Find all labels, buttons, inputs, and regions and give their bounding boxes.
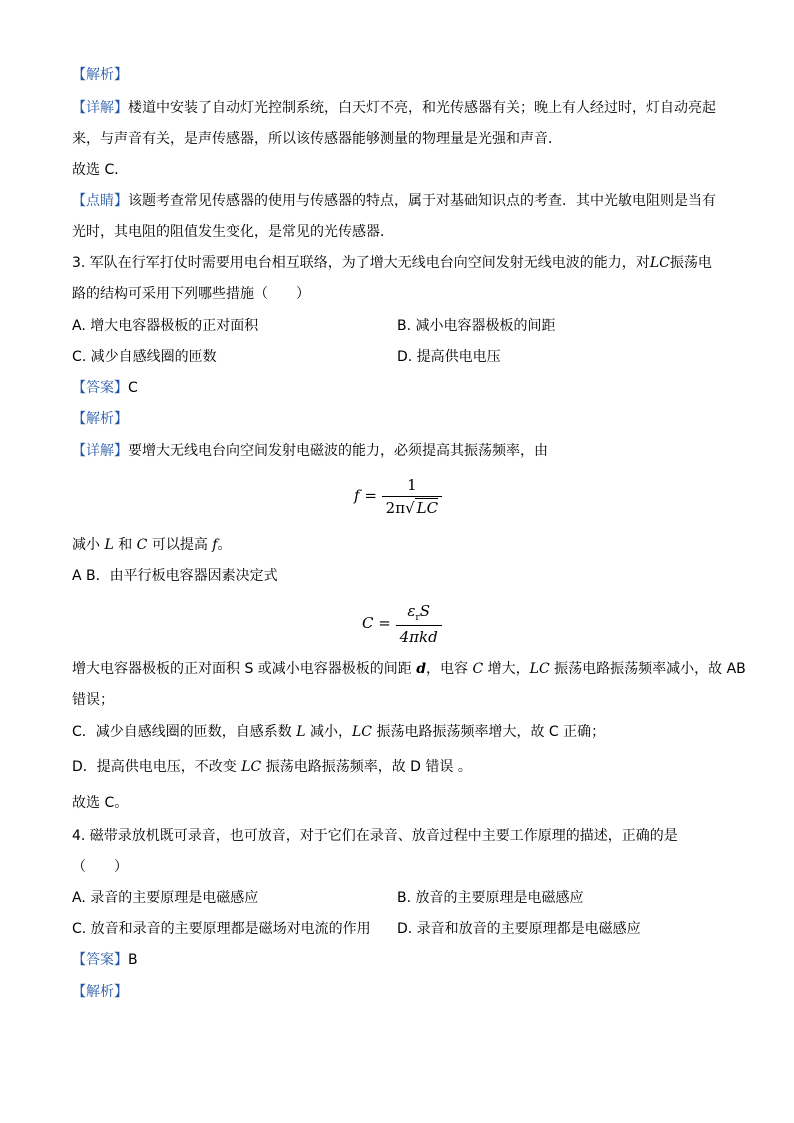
q3-ab-line-2: 错误； [72,692,114,708]
q2-comment-line-1 [72,191,716,211]
c-L: L [296,724,306,740]
reduce-text-d: 。 [217,537,232,553]
formula1-denominator: 2π√ LC [382,496,442,517]
q3-choice: 故选 C。 [72,795,129,811]
c-text-a: C．减少自感线圈的匝数，自感系数 [72,724,297,740]
q3-detail-text-1: 要增大无线电台向空间发射电磁波的能力，必须提高其振荡频率，由 [128,443,548,459]
q3-answer-value: C [128,380,138,396]
formula1-fraction [382,476,442,517]
q3-ab-intro: A B．由平行板电容器因素决定式 [72,568,278,584]
formula1-lhs: f [354,486,360,505]
q3-answer [72,378,138,398]
q3-stem-line-1 [72,253,712,273]
q3-option-c: C. 减少自感线圈的匝数 [72,349,217,365]
detail-tag: 【详解】 [72,100,128,116]
q3-reduce-line [72,535,231,555]
formula2-fraction [396,602,442,646]
q2-detail-text-1: 楼道中安装了自动灯光控制系统，白天灯不亮，和光传感器有关；晚上有人经过时，灯自动亮起 [128,100,716,116]
reduce-f: f [212,537,218,553]
q4-stem-line-2: （ ） [72,859,128,875]
formula1-den-root: LC [416,499,439,517]
d-LC: LC [241,759,262,775]
q4-analysis-tag: 【解析】 [72,984,128,1000]
capacitance-formula [362,602,442,646]
formula1-den-prefix: 2π [385,499,406,517]
reduce-C: C [136,537,148,553]
q4-option-d: D. 录音和放音的主要原理都是电磁感应 [397,921,641,937]
c-text-c: 振荡电路振荡频率增大，故 C 正确； [372,724,606,740]
answer-tag: 【答案】 [72,380,128,396]
formula2-S: S [419,602,430,620]
c-LC: LC [351,724,372,740]
ab-C: C [472,661,484,677]
q3-stem-lc: LC [649,255,670,271]
q4-answer-tag: 【答案】 [72,952,128,968]
q3-detail-tag: 【详解】 [72,443,128,459]
q4-stem-line-1: 4. 磁带录放机既可录音，也可放音，对于它们在录音、放音过程中主要工作原理的描述，正确的是 [72,828,678,844]
reduce-text-b: 和 [113,537,137,553]
q3-option-b: B. 减小电容器极板的间距 [397,318,556,334]
frequency-formula [354,476,442,517]
ab-text-b: ，电容 [426,661,473,677]
formula2-numerator [396,602,442,625]
q3-d-line [72,757,472,777]
reduce-text-a: 减小 [72,537,105,553]
comment-tag: 【点睛】 [72,193,128,209]
c-text-b: 减小， [305,724,352,740]
q2-comment-line-2: 光时，其电阻的阻值发生变化，是常见的光传感器． [72,224,394,240]
q4-answer-value: B [128,952,138,968]
analysis-tag: 【解析】 [72,67,128,83]
q3-option-d: D. 提高供电电压 [397,349,501,365]
q3-option-a: A. 增大电容器极板的正对面积 [72,318,259,334]
q3-stem-text-b: 振荡电 [669,255,712,271]
q4-option-b: B. 放音的主要原理是电磁感应 [397,890,584,906]
q3-stem-line-2: 路的结构可采用下列哪些措施（ ） [72,286,310,302]
q2-choice: 故选 C． [72,162,129,178]
q3-detail-line-1 [72,441,548,461]
formula2-lhs: C [362,614,374,632]
formula2-epsilon: ε [407,602,416,620]
q2-comment-text-1: 该题考查常见传感器的使用与传感器的特点，属于对基础知识点的考查．其中光敏电阻则是当有 [128,193,716,209]
q3-analysis-tag: 【解析】 [72,411,128,427]
q4-answer [72,950,138,970]
q4-option-a: A. 录音的主要原理是电磁感应 [72,890,259,906]
formula2-sub-r: r [415,613,420,623]
d-text-a: D．提高供电电压，不改变 [72,759,242,775]
ab-text-e: 振荡电路振荡频率减小，故 AB [549,661,746,677]
q2-detail-line-2: 来，与声音有关，是声传感器，所以该传感器能够测量的物理量是光强和声音． [72,131,562,147]
formula2-eq: = [373,614,396,632]
formula1-eq: = [359,486,382,505]
formula1-numerator: 1 [407,476,417,494]
ab-text-a: 增大电容器极板的正对面积 S 或减小电容器极板的间距 [72,661,417,677]
ab-LC: LC [529,661,550,677]
q3-stem-text-a: 3. 军队在行军打仗时需要用电台相互联络，为了增大无线电台向空间发射无线电波的能力，对 [72,255,650,271]
d-text-b: 振荡电路振荡频率，故 D 错误 。 [261,759,472,775]
q3-ab-line-1 [72,659,746,679]
reduce-L: L [104,537,114,553]
q4-option-c: C. 放音和录音的主要原理都是磁场对电流的作用 [72,921,371,937]
q2-detail-line-1 [72,98,716,118]
ab-text-c: 增大， [483,661,530,677]
formula2-denominator: 4πkd [396,625,442,646]
q3-c-line [72,722,605,742]
ab-d: d [416,661,427,677]
reduce-text-c: 可以提高 [147,537,213,553]
